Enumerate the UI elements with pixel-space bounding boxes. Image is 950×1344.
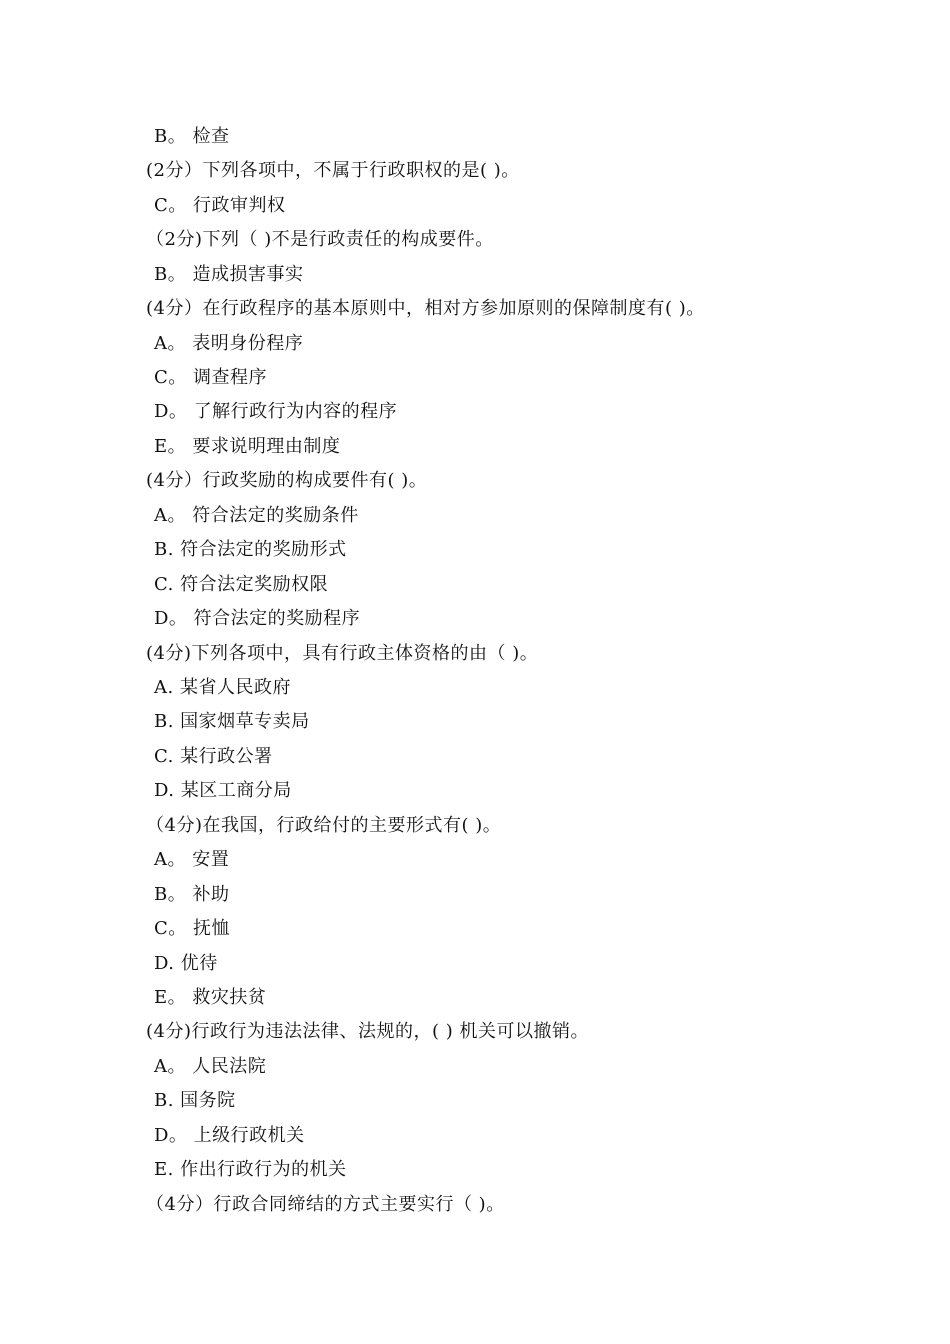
option-line: A。 符合法定的奖励条件 xyxy=(154,505,359,526)
option-line: B. 符合法定的奖励形式 xyxy=(154,539,347,560)
question-line: (4分)行政行为违法法律、法规的，( ) 机关可以撤销。 xyxy=(146,1021,589,1042)
option-line: A. 某省人民政府 xyxy=(154,677,291,698)
option-line: B。 补助 xyxy=(154,884,230,905)
option-line: B. 国务院 xyxy=(154,1090,236,1111)
option-line: A。 人民法院 xyxy=(154,1056,267,1077)
option-line: B。 造成损害事实 xyxy=(154,264,304,285)
question-line: (4分）行政奖励的构成要件有( )。 xyxy=(146,470,428,491)
option-line: E。 救灾扶贫 xyxy=(154,987,267,1008)
question-line: （4分)在我国，行政给付的主要形式有( )。 xyxy=(146,815,502,836)
option-line: E. 作出行政行为的机关 xyxy=(154,1159,347,1180)
option-line: C。 抚恤 xyxy=(154,918,230,939)
option-line: A。 安置 xyxy=(154,849,230,870)
option-line: D。 了解行政行为内容的程序 xyxy=(154,401,398,422)
question-line: (4分)下列各项中，具有行政主体资格的由（ )。 xyxy=(146,643,539,664)
option-line: C。 行政审判权 xyxy=(154,195,286,216)
option-line: B。 检查 xyxy=(154,126,230,147)
question-line: (2分）下列各项中，不属于行政职权的是( )。 xyxy=(146,160,520,181)
question-line: （2分)下列（ )不是行政责任的构成要件。 xyxy=(146,229,494,250)
option-line: D。 符合法定的奖励程序 xyxy=(154,608,361,629)
question-line: （4分）行政合同缔结的方式主要实行（ )。 xyxy=(146,1194,505,1215)
option-line: C. 符合法定奖励权限 xyxy=(154,574,329,595)
option-line: E。 要求说明理由制度 xyxy=(154,436,341,457)
option-line: C。 调查程序 xyxy=(154,367,267,388)
question-line: (4分）在行政程序的基本原则中，相对方参加原则的保障制度有( )。 xyxy=(146,298,705,319)
option-line: A。 表明身份程序 xyxy=(154,333,304,354)
option-line: D。 上级行政机关 xyxy=(154,1125,305,1146)
option-line: C. 某行政公署 xyxy=(154,746,273,767)
option-line: D. 某区工商分局 xyxy=(154,780,292,801)
option-line: D. 优待 xyxy=(154,953,218,974)
option-line: B. 国家烟草专卖局 xyxy=(154,711,310,732)
